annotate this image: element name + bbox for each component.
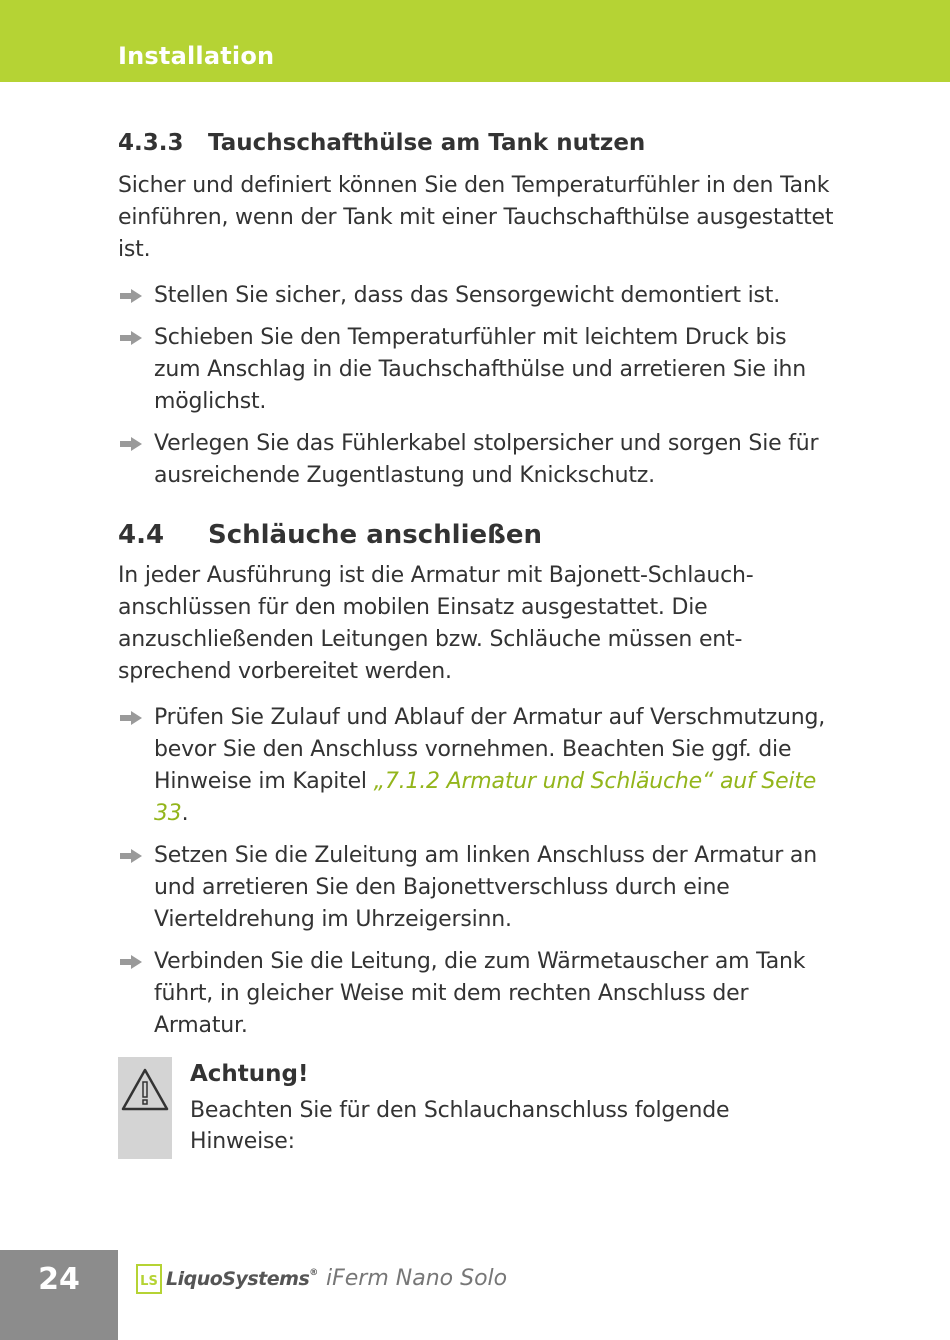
section-title: Installation [118,42,275,70]
step-list [118,702,838,1042]
section-number: 4.4 [118,520,165,550]
list-item [118,428,838,492]
main-content [118,128,838,1052]
step-text-end: . [181,801,189,826]
section-title: Schläuche anschließen [208,520,542,550]
step-text: Verlegen Sie das Fühlerkabel stolpersicher und sorgen Sie für ausreichende Zugentlastung und Knickschutz. [154,431,819,488]
arrow-right-icon [120,711,142,725]
chapter-link[interactable]: „7.1.2 Armatur und Schläuche“ auf Seite 33 [154,769,817,826]
arrow-right-icon [120,955,142,969]
arrow-right-icon [120,331,142,345]
step-text: Schieben Sie den Temperaturfühler mit leichtem Druck bis zum Anschlag in die Tauchschafthülse und arretieren Sie ihn möglichst. [154,325,807,414]
step-text: Setzen Sie die Zuleitung am linken Anschluss der Armatur an und arretieren Sie den Bajonettverschluss durch eine Vierteldrehung im Uhrzeigersinn. [154,843,817,932]
arrow-right-icon [120,437,142,451]
step-text: Stellen Sie sicher, dass das Sensorgewicht demontiert ist. [154,283,781,308]
warning-notice [118,1057,838,1159]
warning-triangle-icon [120,1067,170,1113]
brand-name: LiquoSystems® [166,1268,318,1290]
brand-logo [136,1262,318,1296]
warning-sidebar [118,1057,172,1159]
warning-text: Beachten Sie für den Schlauchanschluss folgende Hinweise: [190,1098,730,1154]
step-text: Verbinden Sie die Leitung, die zum Wärmetauscher am Tank führt, in gleicher Weise mit dem rechten Anschluss der Armatur. [154,949,806,1038]
list-item [118,322,838,418]
registered-mark: ® [309,1268,318,1278]
liquosystems-logo-mark [136,1264,162,1294]
subsection-heading-4-3-3 [118,128,838,158]
arrow-right-icon [120,849,142,863]
list-item [118,280,838,312]
step-list [118,280,838,492]
logo-mark-text: LS [140,1274,158,1289]
page-number-box [0,1250,118,1340]
intro-paragraph: Sicher und definiert können Sie den Temperaturfühler in den Tank einführen, wenn der Tank mit einer Tauchschafthülse ausgestattet ist. [118,173,834,262]
list-item [118,840,838,936]
arrow-right-icon [120,289,142,303]
list-item [118,702,838,830]
page-number: 24 [38,1262,80,1297]
header-bar [0,0,950,82]
step-text: Prüfen Sie Zulauf und Ablauf der Armatur auf Verschmutzung, bevor Sie den Anschluss vornehmen. Beachten Sie ggf. die Hinweise im Kapitel [154,705,826,794]
intro-paragraph: In jeder Ausführung ist die Armatur mit Bajonett-Schlauchanschlüssen für den mobilen Einsatz ausgestattet. Die anzuschließenden Leitungen bzw. Schläuche müssen entsprechend vorbereitet werden. [118,563,754,684]
subsection-title: Tauchschafthülse am Tank nutzen [208,130,646,156]
subsection-number: 4.3.3 [118,130,184,156]
list-item [118,946,838,1042]
warning-title: Achtung! [190,1061,309,1087]
product-name: iFerm Nano Solo [326,1266,508,1291]
section-heading-4-4 [118,518,838,552]
